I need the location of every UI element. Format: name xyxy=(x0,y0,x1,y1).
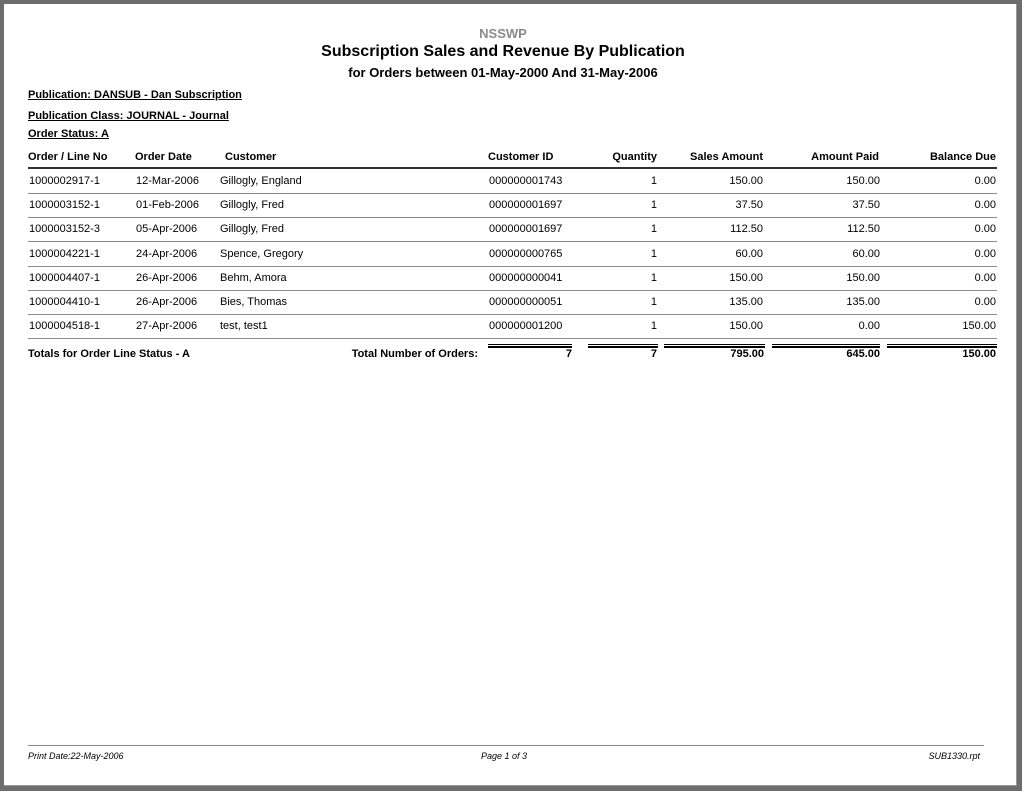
header-rule xyxy=(28,167,997,169)
cell-customer: Gillogly, England xyxy=(220,175,302,187)
cell-amount-paid: 112.50 xyxy=(847,223,880,236)
cell-customer-id: 000000001743 xyxy=(489,175,563,187)
cell-sales-amount: 150.00 xyxy=(729,320,763,333)
cell-order-date: 12-Mar-2006 xyxy=(136,175,199,187)
cell-sales-amount: 60.00 xyxy=(735,247,763,260)
cell-customer: Gillogly, Fred xyxy=(220,199,284,212)
cell-order-date: 01-Feb-2006 xyxy=(136,199,199,212)
cell-sales-amount: 135.00 xyxy=(729,296,763,308)
total-orders-label: Total Number of Orders: xyxy=(351,348,478,360)
cell-balance-due: 150.00 xyxy=(962,320,996,333)
report-file: SUB1330.rpt xyxy=(928,751,980,761)
cell-order-line: 1000004221-1 xyxy=(29,247,100,260)
cell-quantity: 1 xyxy=(650,247,657,260)
row-divider xyxy=(28,241,997,242)
col-order-line: Order / Line No xyxy=(28,151,108,163)
cell-order-line: 1000004407-1 xyxy=(29,271,100,284)
cell-order-line: 1000002917-1 xyxy=(29,175,100,187)
row-divider xyxy=(28,193,997,194)
order-status-filter: Order Status: A xyxy=(28,128,109,140)
footer-rule xyxy=(28,745,984,746)
cell-amount-paid: 0.00 xyxy=(858,320,880,333)
publication-filter: Publication: DANSUB - Dan Subscription xyxy=(28,89,242,101)
cell-order-date: 24-Apr-2006 xyxy=(136,247,198,260)
cell-customer: test, test1 xyxy=(220,320,268,333)
cell-amount-paid: 150.00 xyxy=(846,271,880,284)
col-order-date: Order Date xyxy=(135,151,192,163)
cell-amount-paid: 150.00 xyxy=(846,175,880,187)
total-balance-due: 150.00 xyxy=(962,348,996,360)
cell-order-line: 1000004410-1 xyxy=(29,296,100,308)
total-amount-paid: 645.00 xyxy=(846,348,880,360)
cell-balance-due: 0.00 xyxy=(974,247,996,260)
cell-amount-paid: 60.00 xyxy=(852,247,880,260)
row-divider xyxy=(28,290,997,291)
report-subtitle: for Orders between 01-May-2000 And 31-May-2006 xyxy=(348,65,658,80)
cell-quantity: 1 xyxy=(650,271,657,284)
total-orders-value: 7 xyxy=(565,348,572,360)
cell-balance-due: 0.00 xyxy=(974,223,996,236)
cell-customer: Behm, Amora xyxy=(220,271,287,284)
cell-balance-due: 0.00 xyxy=(974,175,996,187)
cell-balance-due: 0.00 xyxy=(974,271,996,284)
cell-quantity: 1 xyxy=(650,296,657,308)
cell-order-line: 1000004518-1 xyxy=(29,320,100,333)
row-divider xyxy=(28,338,997,339)
row-divider xyxy=(28,266,997,267)
cell-sales-amount: 150.00 xyxy=(729,271,763,284)
cell-customer: Bies, Thomas xyxy=(220,296,288,308)
cell-quantity: 1 xyxy=(650,320,657,333)
cell-order-date: 26-Apr-2006 xyxy=(136,296,198,308)
cell-quantity: 1 xyxy=(650,175,657,187)
col-amount-paid: Amount Paid xyxy=(811,151,879,163)
totals-label: Totals for Order Line Status - A xyxy=(28,348,190,360)
cell-customer: Gillogly, Fred xyxy=(220,223,284,236)
cell-order-line: 1000003152-3 xyxy=(29,223,100,236)
page-number: Page 1 of 3 xyxy=(480,751,528,761)
cell-balance-due: 0.00 xyxy=(974,199,996,212)
cell-customer: Spence, Gregory xyxy=(220,247,304,260)
cell-sales-amount: 150.00 xyxy=(729,175,763,187)
cell-customer-id: 000000000041 xyxy=(489,271,563,284)
publication-class-filter: Publication Class: JOURNAL - Journal xyxy=(28,110,229,122)
cell-customer-id: 000000001200 xyxy=(489,320,563,333)
total-quantity-value: 7 xyxy=(650,348,657,360)
cell-quantity: 1 xyxy=(650,223,657,236)
cell-order-date: 05-Apr-2006 xyxy=(136,223,198,236)
report-title: Subscription Sales and Revenue By Publication xyxy=(321,43,685,60)
total-sales-amount: 795.00 xyxy=(730,348,764,360)
col-customer-id: Customer ID xyxy=(488,151,554,163)
cell-order-line: 1000003152-1 xyxy=(29,199,100,212)
row-divider xyxy=(28,314,997,315)
cell-quantity: 1 xyxy=(650,199,657,212)
cell-sales-amount: 112.50 xyxy=(730,223,763,236)
print-date: Print Date:22-May-2006 xyxy=(28,751,124,761)
col-balance-due: Balance Due xyxy=(929,151,996,163)
row-divider xyxy=(28,217,997,218)
cell-order-date: 26-Apr-2006 xyxy=(136,271,198,284)
cell-customer-id: 000000001697 xyxy=(489,223,563,236)
cell-amount-paid: 37.50 xyxy=(852,199,880,212)
cell-amount-paid: 135.00 xyxy=(846,296,880,308)
cell-order-date: 27-Apr-2006 xyxy=(136,320,198,333)
cell-customer-id: 000000000051 xyxy=(489,296,563,308)
cell-sales-amount: 37.50 xyxy=(735,199,763,212)
col-customer: Customer xyxy=(225,151,277,163)
report-org: NSSWP xyxy=(479,26,527,41)
cell-balance-due: 0.00 xyxy=(974,296,996,308)
col-quantity: Quantity xyxy=(612,151,657,163)
cell-customer-id: 000000000765 xyxy=(489,247,563,260)
report-page xyxy=(4,4,1017,786)
col-sales-amount: Sales Amount xyxy=(690,151,763,163)
cell-customer-id: 000000001697 xyxy=(489,199,563,212)
